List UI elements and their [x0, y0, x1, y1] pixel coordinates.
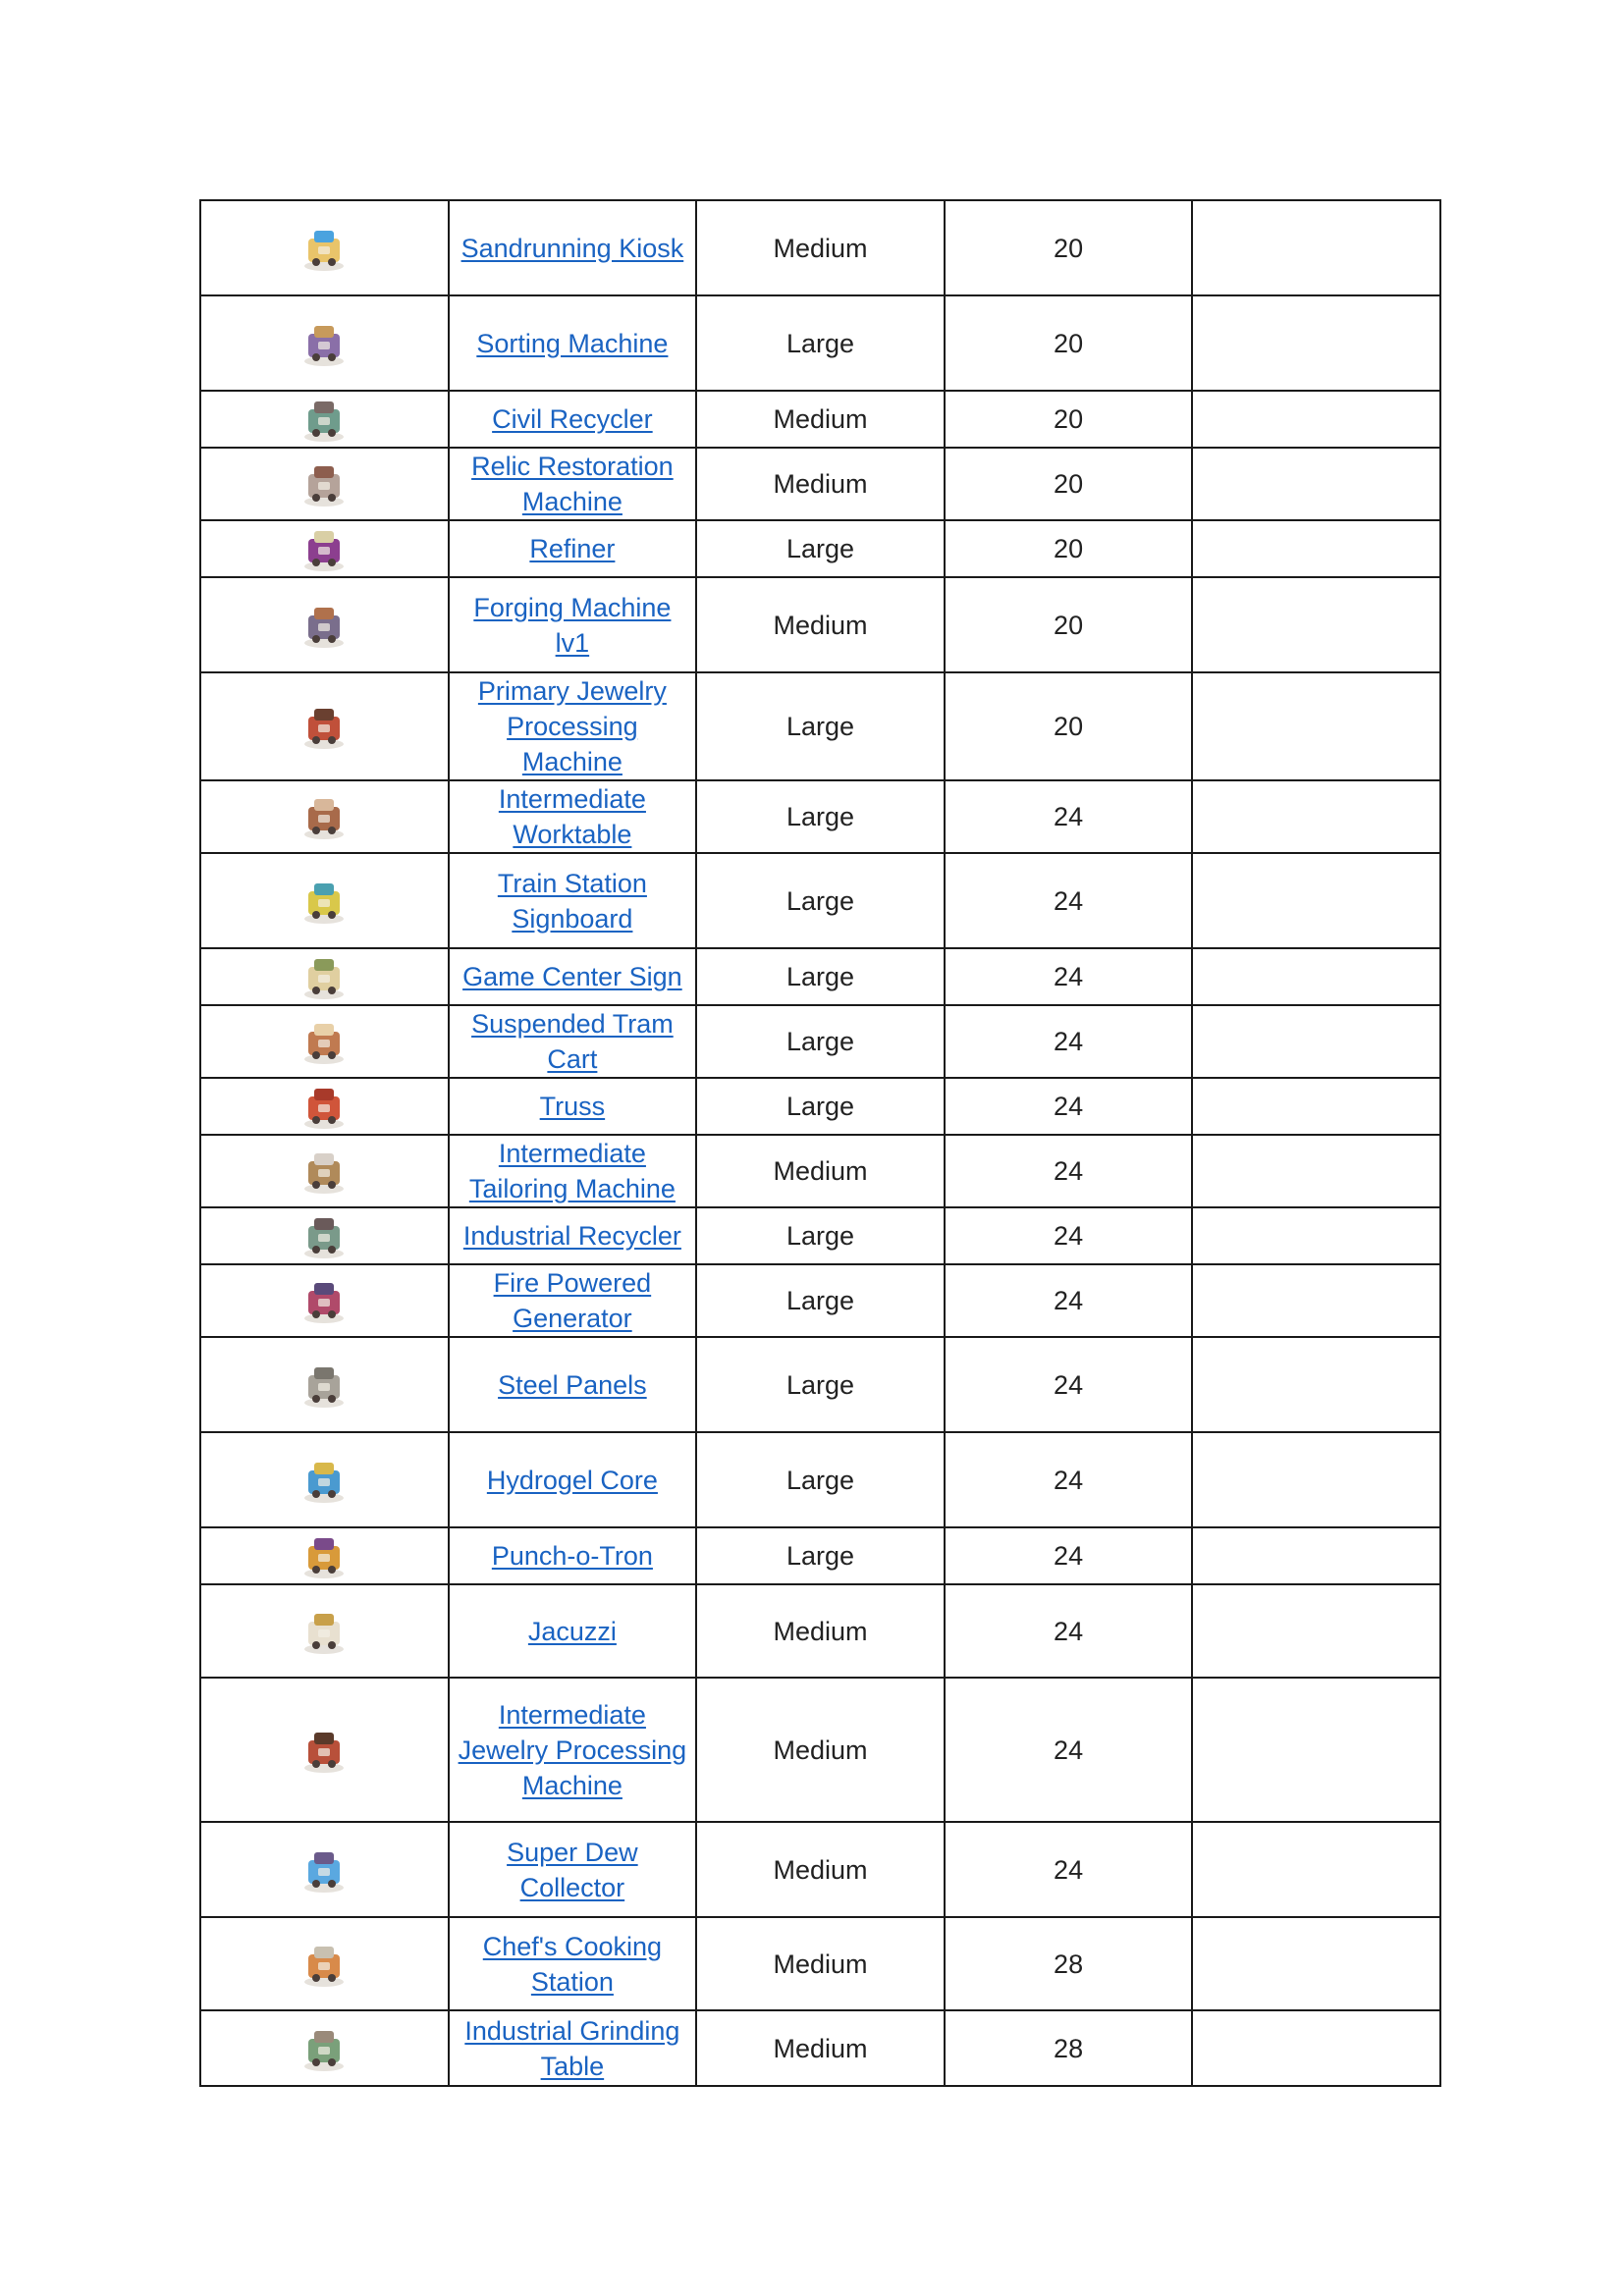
name-cell	[449, 1337, 697, 1432]
name-cell	[449, 1527, 697, 1584]
size-cell: Large	[696, 780, 945, 853]
name-cell	[449, 1822, 697, 1917]
item-name-link[interactable]: Truss	[539, 1092, 606, 1121]
items-table	[199, 199, 1441, 2087]
icon-cell	[200, 1005, 449, 1078]
truss-icon	[297, 1079, 352, 1134]
item-name-link[interactable]: Fire Powered Generator	[493, 1268, 652, 1333]
name-cell	[449, 672, 697, 780]
empty-cell	[1192, 1822, 1440, 1917]
empty-cell	[1192, 1584, 1440, 1678]
value-cell: 24	[945, 780, 1193, 853]
value-cell: 28	[945, 2010, 1193, 2086]
table-row	[200, 295, 1440, 391]
value-cell: 20	[945, 672, 1193, 780]
name-cell	[449, 1005, 697, 1078]
size-cell: Medium	[696, 200, 945, 295]
name-cell	[449, 1207, 697, 1264]
jacuzzi-icon	[297, 1604, 352, 1659]
size-cell: Large	[696, 520, 945, 577]
table-row	[200, 780, 1440, 853]
icon-cell	[200, 780, 449, 853]
size-cell: Large	[696, 1264, 945, 1337]
empty-cell	[1192, 448, 1440, 520]
size-cell: Large	[696, 1005, 945, 1078]
dew-collector-icon	[297, 1842, 352, 1897]
name-cell	[449, 295, 697, 391]
empty-cell	[1192, 520, 1440, 577]
empty-cell	[1192, 1207, 1440, 1264]
worktable-icon	[297, 789, 352, 844]
grinding-table-icon	[297, 2021, 352, 2076]
forging-machine-icon	[297, 598, 352, 653]
empty-cell	[1192, 1917, 1440, 2010]
table-row	[200, 1527, 1440, 1584]
name-cell	[449, 1584, 697, 1678]
item-name-link[interactable]: Industrial Grinding Table	[464, 2015, 680, 2081]
empty-cell	[1192, 948, 1440, 1005]
empty-cell	[1192, 1078, 1440, 1135]
empty-cell	[1192, 391, 1440, 448]
empty-cell	[1192, 1264, 1440, 1337]
icon-cell	[200, 1337, 449, 1432]
empty-cell	[1192, 577, 1440, 672]
name-cell	[449, 780, 697, 853]
name-cell	[449, 391, 697, 448]
table-row	[200, 672, 1440, 780]
size-cell: Medium	[696, 1584, 945, 1678]
table-row	[200, 1432, 1440, 1527]
icon-cell	[200, 577, 449, 672]
item-name-link[interactable]: Relic Restoration Machine	[471, 452, 674, 516]
icon-cell	[200, 520, 449, 577]
tram-cart-icon	[297, 1014, 352, 1069]
name-cell	[449, 2010, 697, 2086]
name-cell	[449, 1135, 697, 1207]
train-signboard-icon	[297, 874, 352, 929]
size-cell: Large	[696, 672, 945, 780]
value-cell: 20	[945, 391, 1193, 448]
size-cell: Medium	[696, 577, 945, 672]
item-name-link[interactable]: Sorting Machine	[476, 328, 669, 358]
punch-o-tron-icon	[297, 1528, 352, 1583]
size-cell: Large	[696, 853, 945, 948]
item-name-link[interactable]: Train Station Signboard	[497, 868, 647, 934]
table-row	[200, 853, 1440, 948]
value-cell: 24	[945, 1005, 1193, 1078]
item-name-link[interactable]: Jacuzzi	[527, 1616, 617, 1646]
steel-panels-icon	[297, 1358, 352, 1413]
value-cell: 24	[945, 1135, 1193, 1207]
value-cell: 24	[945, 1678, 1193, 1822]
value-cell: 20	[945, 577, 1193, 672]
empty-cell	[1192, 1135, 1440, 1207]
item-name-link[interactable]: Intermediate Jewelry Processing Machine	[458, 1699, 687, 1800]
empty-cell	[1192, 2010, 1440, 2086]
value-cell: 20	[945, 295, 1193, 391]
sandrunning-kiosk-icon	[297, 221, 352, 276]
icon-cell	[200, 1527, 449, 1584]
icon-cell	[200, 2010, 449, 2086]
item-name-link[interactable]: Steel Panels	[498, 1369, 647, 1400]
size-cell: Large	[696, 295, 945, 391]
size-cell: Medium	[696, 448, 945, 520]
jewelry-machine-2-icon	[297, 1723, 352, 1778]
table-row	[200, 200, 1440, 295]
name-cell	[449, 1078, 697, 1135]
table-row	[200, 1917, 1440, 2010]
table-row	[200, 1584, 1440, 1678]
sorting-machine-icon	[297, 316, 352, 371]
icon-cell	[200, 391, 449, 448]
empty-cell	[1192, 853, 1440, 948]
icon-cell	[200, 200, 449, 295]
hydrogel-core-icon	[297, 1453, 352, 1508]
item-name-link[interactable]: Sandrunning Kiosk	[460, 233, 684, 263]
jewelry-machine-icon	[297, 699, 352, 754]
item-name-link[interactable]: Hydrogel Core	[486, 1465, 658, 1495]
size-cell: Large	[696, 1527, 945, 1584]
icon-cell	[200, 1822, 449, 1917]
item-name-link[interactable]: Refiner	[529, 534, 616, 563]
value-cell: 24	[945, 1432, 1193, 1527]
item-name-link[interactable]: Forging Machine lv1	[473, 592, 672, 658]
table-row	[200, 1135, 1440, 1207]
empty-cell	[1192, 1678, 1440, 1822]
size-cell: Large	[696, 1207, 945, 1264]
item-name-link[interactable]: Intermediate Tailoring Machine	[468, 1139, 676, 1203]
name-cell	[449, 1917, 697, 2010]
size-cell: Large	[696, 1078, 945, 1135]
size-cell: Medium	[696, 391, 945, 448]
size-cell: Medium	[696, 1135, 945, 1207]
icon-cell	[200, 1432, 449, 1527]
value-cell: 24	[945, 1264, 1193, 1337]
name-cell	[449, 948, 697, 1005]
icon-cell	[200, 672, 449, 780]
table-row	[200, 1337, 1440, 1432]
refiner-icon	[297, 521, 352, 576]
icon-cell	[200, 948, 449, 1005]
value-cell: 24	[945, 1584, 1193, 1678]
empty-cell	[1192, 1432, 1440, 1527]
name-cell	[449, 200, 697, 295]
item-name-link[interactable]: Intermediate Worktable	[498, 784, 646, 849]
civil-recycler-icon	[297, 392, 352, 447]
size-cell: Large	[696, 1432, 945, 1527]
table-row	[200, 520, 1440, 577]
size-cell: Medium	[696, 1917, 945, 2010]
icon-cell	[200, 295, 449, 391]
table-row	[200, 2010, 1440, 2086]
empty-cell	[1192, 780, 1440, 853]
name-cell	[449, 1432, 697, 1527]
table-row	[200, 1005, 1440, 1078]
industrial-recycler-icon	[297, 1208, 352, 1263]
value-cell: 24	[945, 1527, 1193, 1584]
name-cell	[449, 853, 697, 948]
value-cell: 24	[945, 853, 1193, 948]
empty-cell	[1192, 1527, 1440, 1584]
value-cell: 20	[945, 520, 1193, 577]
icon-cell	[200, 1584, 449, 1678]
table-row	[200, 448, 1440, 520]
name-cell	[449, 1264, 697, 1337]
value-cell: 24	[945, 1337, 1193, 1432]
value-cell: 24	[945, 1207, 1193, 1264]
icon-cell	[200, 1207, 449, 1264]
item-name-link[interactable]: Punch-o-Tron	[491, 1541, 653, 1571]
item-name-link[interactable]: Super Dew Collector	[507, 1837, 638, 1902]
table-row	[200, 1822, 1440, 1917]
game-center-sign-icon	[297, 949, 352, 1004]
name-cell	[449, 1678, 697, 1822]
icon-cell	[200, 1078, 449, 1135]
item-name-link[interactable]: Game Center Sign	[462, 962, 682, 991]
empty-cell	[1192, 295, 1440, 391]
generator-icon	[297, 1273, 352, 1328]
icon-cell	[200, 1135, 449, 1207]
icon-cell	[200, 448, 449, 520]
value-cell: 28	[945, 1917, 1193, 2010]
value-cell: 24	[945, 1822, 1193, 1917]
size-cell: Medium	[696, 2010, 945, 2086]
item-name-link[interactable]: Chef's Cooking Station	[482, 1931, 663, 1997]
size-cell: Medium	[696, 1822, 945, 1917]
cooking-station-icon	[297, 1937, 352, 1992]
table-row	[200, 1078, 1440, 1135]
item-name-link[interactable]: Primary Jewelry Processing Machine	[477, 676, 667, 776]
icon-cell	[200, 1264, 449, 1337]
name-cell	[449, 577, 697, 672]
relic-restoration-machine-icon	[297, 456, 352, 511]
icon-cell	[200, 1917, 449, 2010]
item-name-link[interactable]: Suspended Tram Cart	[471, 1009, 674, 1074]
item-name-link[interactable]: Industrial Recycler	[462, 1221, 681, 1251]
size-cell: Medium	[696, 1678, 945, 1822]
value-cell: 24	[945, 1078, 1193, 1135]
icon-cell	[200, 1678, 449, 1822]
table-row	[200, 1678, 1440, 1822]
empty-cell	[1192, 1005, 1440, 1078]
size-cell: Large	[696, 948, 945, 1005]
value-cell: 20	[945, 448, 1193, 520]
table-row	[200, 1264, 1440, 1337]
empty-cell	[1192, 672, 1440, 780]
value-cell: 24	[945, 948, 1193, 1005]
table-row	[200, 1207, 1440, 1264]
table-row	[200, 577, 1440, 672]
name-cell	[449, 520, 697, 577]
name-cell	[449, 448, 697, 520]
icon-cell	[200, 853, 449, 948]
value-cell: 20	[945, 200, 1193, 295]
table-row	[200, 948, 1440, 1005]
tailoring-machine-icon	[297, 1144, 352, 1199]
table-row	[200, 391, 1440, 448]
size-cell: Large	[696, 1337, 945, 1432]
empty-cell	[1192, 200, 1440, 295]
empty-cell	[1192, 1337, 1440, 1432]
item-name-link[interactable]: Civil Recycler	[492, 404, 653, 434]
